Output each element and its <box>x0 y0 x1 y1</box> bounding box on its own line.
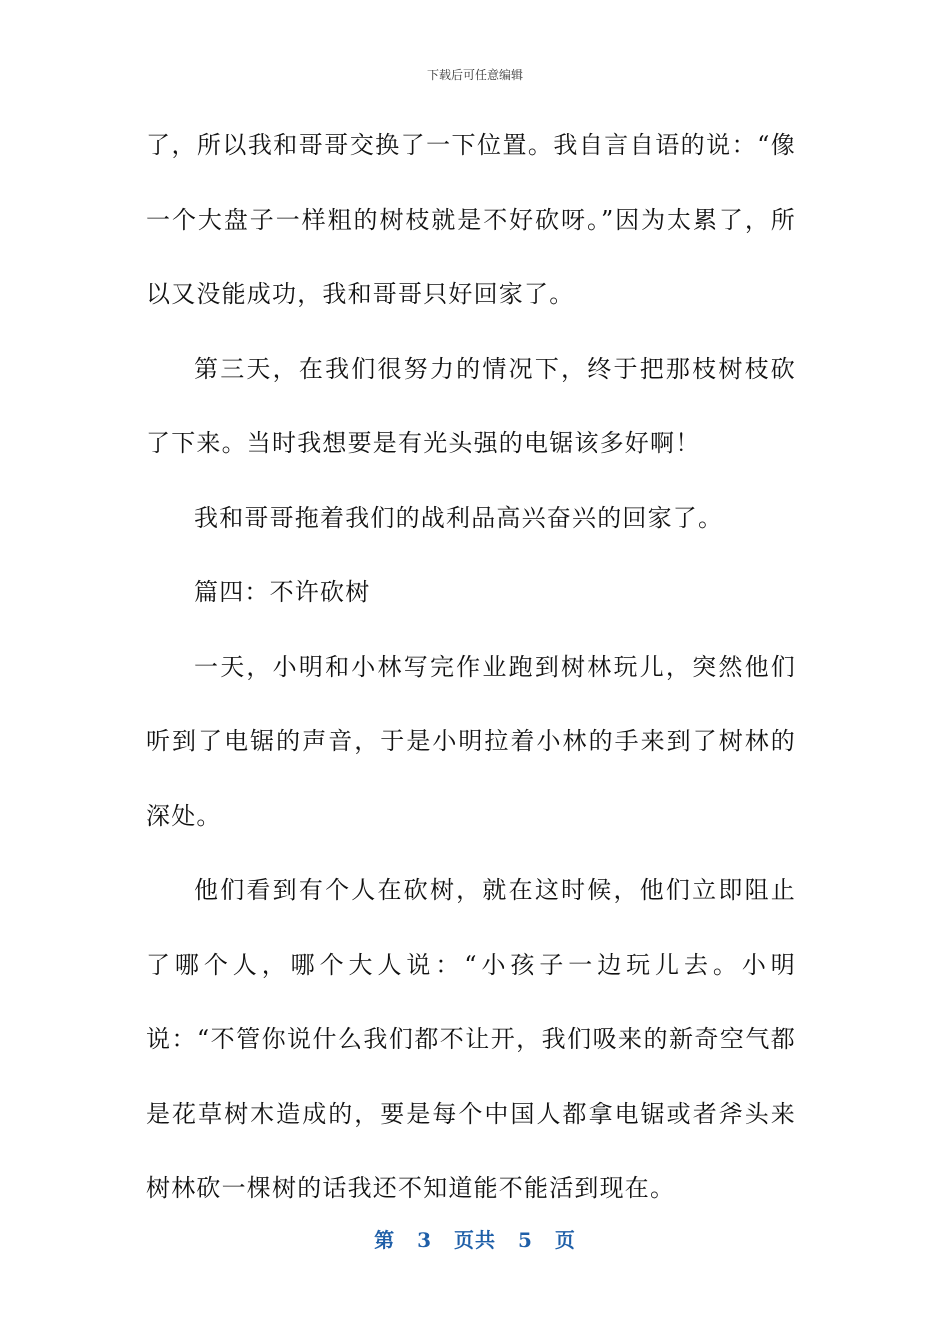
paragraph: 他们看到有个人在砍树，就在这时候，他们立即阻止了哪个人，哪个大人说：“小孩子一边玩儿去。小明说：“不管你说什么我们都不让开，我们吸来的新奇空气都是花草树木造成的，要是每个中国人都拿电锯或者斧头来树林砍一棵树的话我还不知道能不能活到现在。 <box>146 876 796 1202</box>
document-body <box>146 108 796 1226</box>
page-label-mid: 页共 <box>454 1228 496 1252</box>
page-label-suffix: 页 <box>554 1228 576 1252</box>
paragraph: 我和哥哥拖着我们的战利品高兴奋兴的回家了。 <box>194 503 724 532</box>
paragraph: 第三天，在我们很努力的情况下，终于把那枝树枝砍了下来。当时我想要是有光头强的电锯该多好啊！ <box>146 354 796 457</box>
page-label-prefix: 第 <box>374 1228 396 1252</box>
page-header: 下载后可任意编辑 <box>426 68 523 82</box>
paragraph-continuation: 了，所以我和哥哥交换了一下位置。我自言自语的说：“像一个大盘子一样粗的树枝就是不好砍呀。”因为太累了，所以又没能成功，我和哥哥只好回家了。 <box>146 131 796 308</box>
current-page-number: 3 <box>417 1228 432 1252</box>
total-pages-number: 5 <box>518 1228 533 1252</box>
section-heading: 篇四：不许砍树 <box>194 578 371 606</box>
page-footer <box>0 1224 950 1253</box>
paragraph: 一天，小明和小林写完作业跑到树林玩儿，突然他们听到了电锯的声音，于是小明拉着小林的手来到了树林的深处。 <box>146 652 796 830</box>
